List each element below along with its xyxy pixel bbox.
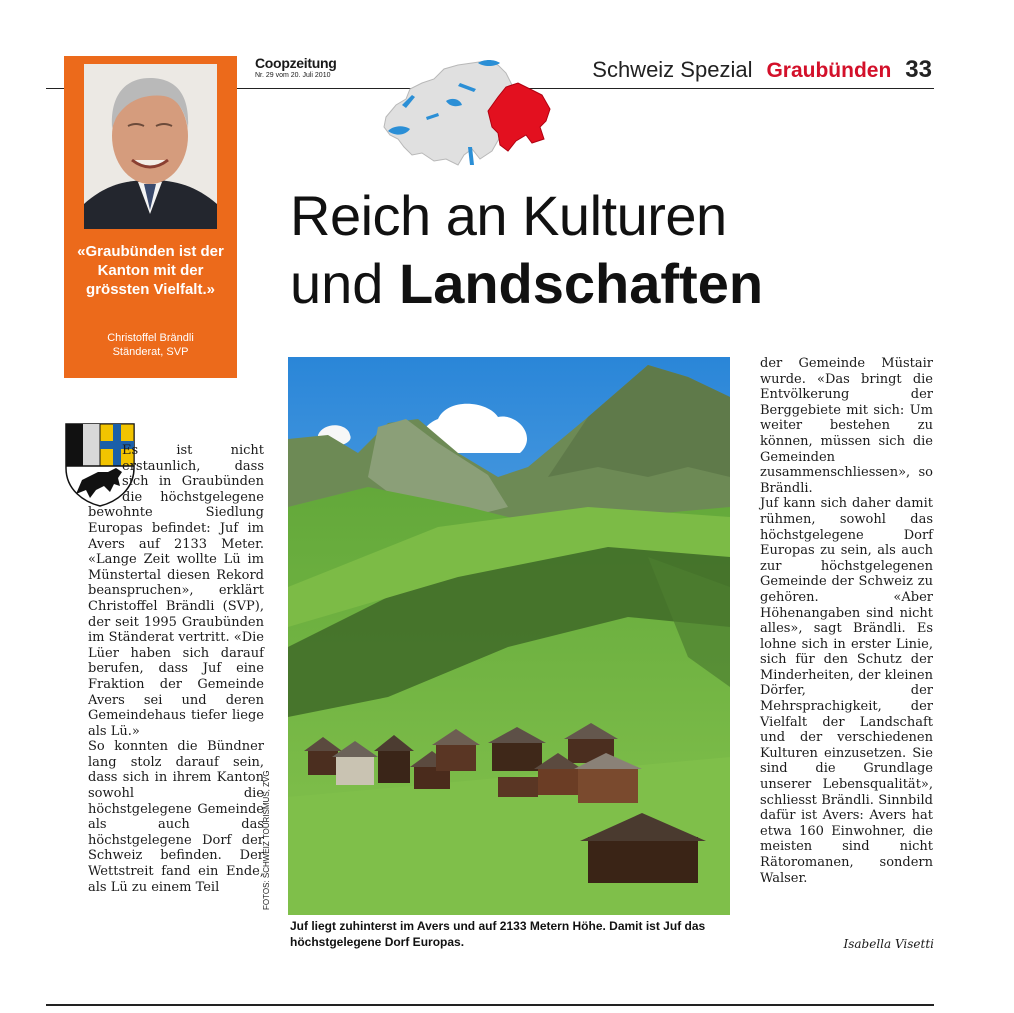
section-label: Schweiz Spezial xyxy=(592,57,753,82)
headline-line-1: Reich an Kulturen xyxy=(290,184,727,247)
quote-box xyxy=(64,56,237,378)
article-column-right xyxy=(760,356,933,886)
photo-credit-text: FOTOS: SCHWEIZ TOURISMUS, ZVG xyxy=(262,770,271,910)
publication-name: Coopzeitung xyxy=(255,55,337,71)
author-byline: Isabella Visetti xyxy=(843,937,934,951)
headline-line-2-bold: Landschaften xyxy=(399,252,764,315)
pull-quote: «Graubünden ist der Kanton mit der grössten Vielfalt.» xyxy=(77,243,224,298)
section-region: Graubünden xyxy=(766,59,892,82)
section-header xyxy=(592,56,932,84)
quote-author-role: Ständerat, SVP xyxy=(112,346,189,358)
quote-author: Christoffel Brändli xyxy=(107,332,194,344)
article-paragraph-4: Juf kann sich daher damit rühmen, sowohl das höchstgelegene Dorf Europas zu sein, als auch zur höchstgelegenen Gemeinde der Schweiz zu gehören. «Aber Höhenangaben sind nicht alles», sagt Brändli. Es lohne sich in erster Linie, sich für den Schutz der Minderheiten, der kleinen Dörfer, der Mehrsprachigkeit, der Vielfalt der Landschaft und der verschiedenen Kulturen einzusetzen. Sie sind die Grundlage unserer Lebensqualität», schliesst Brändli. Sinnbild dafür ist Avers: Avers hat etwa 160 Einwohner, die meisten sind nicht Rätoromanen, sondern Walser. xyxy=(760,496,933,886)
headline-line-2-normal: und xyxy=(290,252,399,315)
footer-rule xyxy=(46,1004,934,1006)
issue-date: Nr. 29 vom 20. Juli 2010 xyxy=(255,72,331,79)
dropcap-spacer xyxy=(64,443,122,505)
portrait-photo xyxy=(84,64,217,229)
article-paragraph-3: der Gemeinde Müstair wurde. «Das bringt die Entvölkerung der Berggebiete mit sich: Um weiter bestehen zu können, müssen sich die Gemeinden zusammenschliessen», so Brändli. xyxy=(760,356,933,496)
article-column-left xyxy=(88,443,264,895)
article-headline xyxy=(290,182,950,318)
quote-attribution xyxy=(72,331,229,359)
photo-caption: Juf liegt zuhinterst im Avers und auf 2133 Metern Höhe. Damit ist Juf das höchstgelegene Dorf Europas. xyxy=(290,919,706,949)
photo-credit xyxy=(262,770,276,910)
article-paragraph-2: So konnten die Bündner lang stolz darauf sein, dass sich in ihrem Kanton sowohl die höchstgelegene Gemeinde als auch das höchstgelegene Dorf der Schweiz befinden. Der Wettstreit fand ein Ende, als Lü zu einem Teil xyxy=(88,739,264,895)
article-photo xyxy=(288,357,730,915)
switzerland-map-icon xyxy=(382,55,554,171)
page-number: 33 xyxy=(905,56,932,83)
article-paragraph-1: Es ist nicht erstaunlich, dass sich in Graubünden die höchstgelegene bewohnte Siedlung Europas befindet: Juf im Avers auf 2133 Meter. «Lange Zeit wollte Lü im Münstertal diesen Rekord beanspruchen», erklärt Christoffel Brändli (SVP), der seit 1995 Graubünden im Ständerat vertritt. «Die Lüer haben sich darauf berufen, dass Juf eine Fraktion der Gemeinde Avers sei und deren Gemeindehaus tiefer liege als Lü.» xyxy=(88,443,264,739)
masthead xyxy=(255,55,336,79)
